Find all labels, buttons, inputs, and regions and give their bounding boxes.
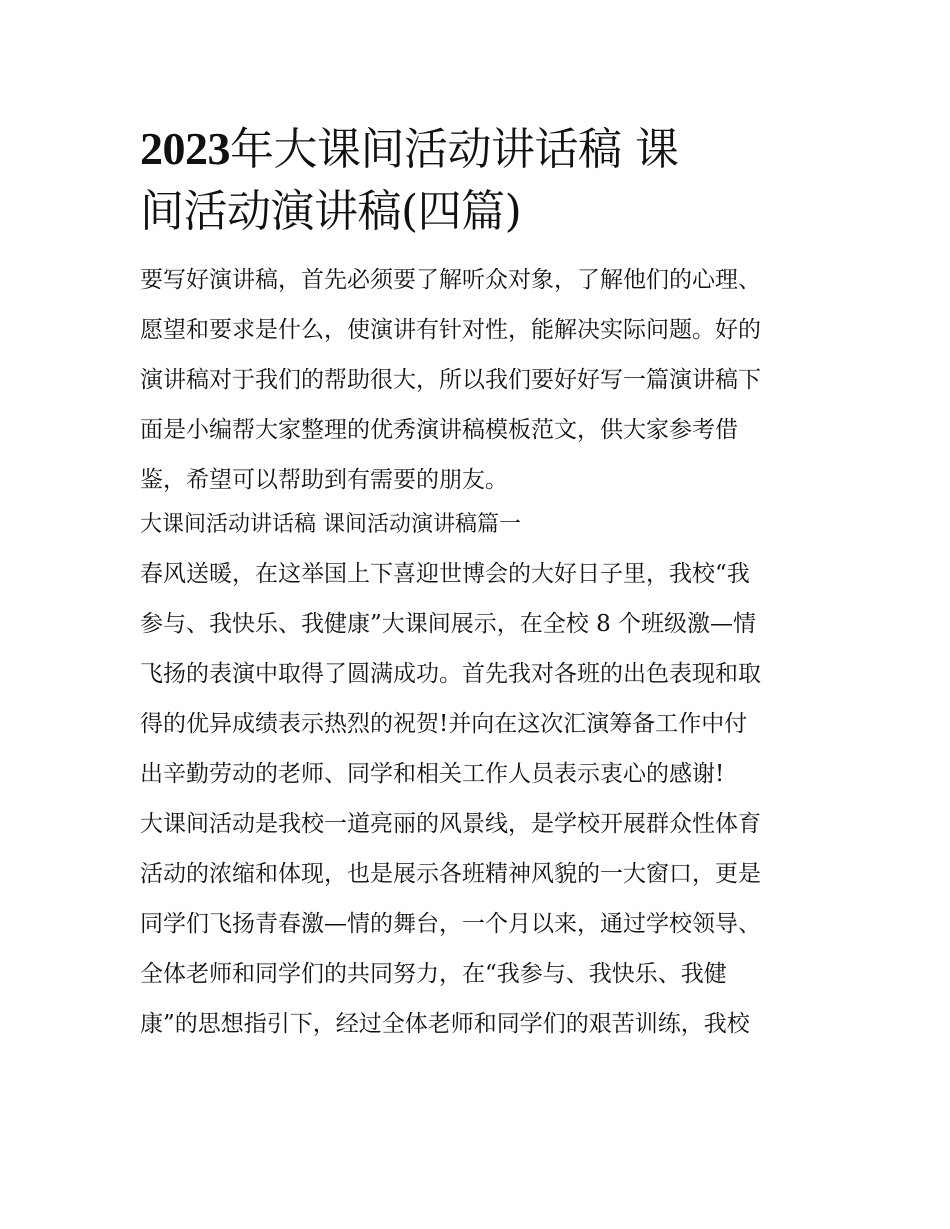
- body-paragraph-1: [140, 549, 815, 799]
- title-year: 2023: [140, 123, 230, 174]
- title-line-1-text: 年大课间活动讲话稿 课: [230, 124, 679, 175]
- title-line-2: 间活动演讲稿(四篇): [140, 186, 522, 237]
- body-line: 参与、我快乐、我健康”大课间展示，在全校 8 个班级激—情: [140, 611, 757, 637]
- body-line: 活动的浓缩和体现，也是展示各班精神风貌的一大窗口，更是: [140, 861, 761, 887]
- body-line: 康”的思想指引下，经过全体老师和同学们的艰苦训练，我校: [140, 1011, 750, 1037]
- body-paragraph-2: [140, 799, 815, 1049]
- body-line: 全体老师和同学们的共同努力，在“我参与、我快乐、我健: [140, 961, 727, 987]
- intro-paragraph: [140, 255, 815, 505]
- body-line: 得的优异成绩表示热烈的祝贺!并向在这次汇演筹备工作中付: [140, 711, 748, 737]
- body-line: 飞扬的表演中取得了圆满成功。首先我对各班的出色表现和取: [140, 661, 761, 687]
- body-line: 大课间活动是我校一道亮丽的风景线，是学校开展群众性体育: [140, 811, 761, 837]
- section-heading: 大课间活动讲话稿 课间活动演讲稿篇一: [140, 512, 521, 537]
- document-page: [140, 118, 815, 1049]
- intro-line: 要写好演讲稿，首先必须要了解听众对象，了解他们的心理、: [140, 267, 761, 293]
- intro-line: 演讲稿对于我们的帮助很大，所以我们要好好写一篇演讲稿下: [140, 367, 761, 393]
- body-line: 同学们飞扬青春激—情的舞台，一个月以来，通过学校领导、: [140, 911, 761, 937]
- intro-line: 面是小编帮大家整理的优秀演讲稿模板范文，供大家参考借: [140, 417, 738, 443]
- title-line-1: [140, 118, 815, 181]
- document-title: [140, 118, 815, 243]
- body-line: 出辛勤劳动的老师、同学和相关工作人员表示衷心的感谢!: [140, 761, 725, 787]
- body-line: 春风送暖，在这举国上下喜迎世博会的大好日子里，我校“我: [140, 561, 750, 587]
- intro-line: 愿望和要求是什么，使演讲有针对性，能解决实际问题。好的: [140, 317, 761, 343]
- intro-line: 鉴，希望可以帮助到有需要的朋友。: [140, 467, 508, 493]
